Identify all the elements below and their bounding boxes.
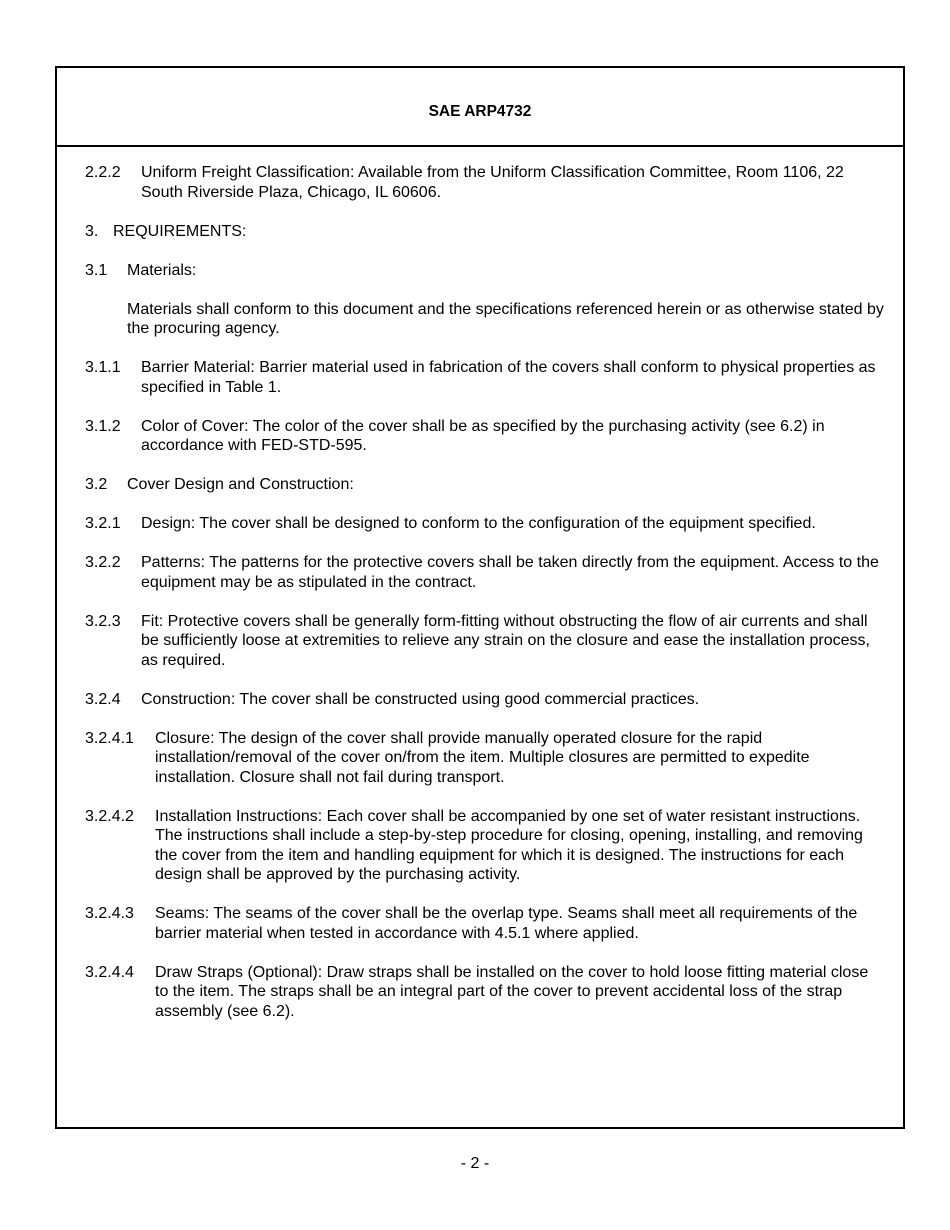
section-text: Patterns: The patterns for the protective covers shall be taken directly from the equipment. Access to the equipment may be as stipulated in the contract. xyxy=(141,554,879,591)
section-3-2-3 xyxy=(85,612,885,671)
section-text: Closure: The design of the cover shall provide manually operated closure for the rapid installation/removal of the cover on/from the item. Multiple closures are permitted to expedite installation. Closure shall not fail during transport. xyxy=(155,729,810,786)
section-number: 3.2.3 xyxy=(85,612,121,630)
document-body xyxy=(85,163,885,1041)
section-heading: Cover Design and Construction: xyxy=(127,476,354,493)
section-number: 3.2.4.3 xyxy=(85,905,134,922)
section-number: 3.1.1 xyxy=(85,359,121,376)
section-3-1 xyxy=(85,261,885,281)
section-3-1-1 xyxy=(85,358,885,397)
section-number: 3.2.4.1 xyxy=(85,729,134,747)
section-number: 3.1.2 xyxy=(85,417,121,435)
materials-paragraph: Materials shall conform to this document and the specifications referenced herein or as otherwise stated by the procuring agency. xyxy=(127,300,884,337)
section-2-2-2 xyxy=(85,163,885,202)
page-number: - 2 - xyxy=(460,1155,490,1172)
section-text: Installation Instructions: Each cover shall be accompanied by one set of water resistant instructions. The instructions shall include a step-by-step procedure for closing, opening, installing, and removing the cover from the item and handling equipment for which it is designed. The instructions for each design shall be approved by the purchasing activity. xyxy=(155,807,863,883)
section-text: Uniform Freight Classification: Available from the Uniform Classification Committee, Room 1106, 22 South Riverside Plaza, Chicago, IL 60606. xyxy=(141,164,844,201)
section-number: 3.1 xyxy=(85,261,108,279)
section-number: 3.2.4.2 xyxy=(85,807,134,825)
section-3-2-4-4 xyxy=(85,963,885,1022)
section-3-2-1 xyxy=(85,514,885,534)
section-number: 3.2.1 xyxy=(85,515,121,532)
section-3-2-2 xyxy=(85,553,885,592)
document-header xyxy=(57,68,903,147)
section-number: 3.2 xyxy=(85,476,108,493)
section-text: Design: The cover shall be designed to conform to the configuration of the equipment specified. xyxy=(141,515,816,532)
section-3-1-2 xyxy=(85,417,885,456)
section-text: Fit: Protective covers shall be generally form-fitting without obstructing the flow of air currents and shall be sufficiently loose at extremities to relieve any strain on the closure and ease the installation process, as required. xyxy=(141,612,870,669)
section-number: 3. xyxy=(85,222,99,240)
section-3-2-4-2 xyxy=(85,807,885,885)
section-3-2-4-1 xyxy=(85,729,885,788)
section-text: Seams: The seams of the cover shall be the overlap type. Seams shall meet all requirements of the barrier material when tested in accordance with 4.5.1 where applied. xyxy=(155,905,858,942)
section-text: Construction: The cover shall be constructed using good commercial practices. xyxy=(141,690,700,708)
section-3 xyxy=(85,222,885,242)
section-3-2 xyxy=(85,475,885,495)
document-title: SAE ARP4732 xyxy=(428,103,532,120)
section-text: Color of Cover: The color of the cover shall be as specified by the purchasing activity (see 6.2) in accordance with FED-STD-595. xyxy=(141,417,825,454)
section-number: 3.2.2 xyxy=(85,554,121,571)
section-3-2-4-3 xyxy=(85,904,885,943)
section-heading: Materials: xyxy=(127,261,197,279)
section-number: 3.2.4 xyxy=(85,690,121,708)
section-3-2-4 xyxy=(85,690,885,710)
section-heading: REQUIREMENTS: xyxy=(113,222,247,240)
section-text: Draw Straps (Optional): Draw straps shall be installed on the cover to hold loose fitting material close to the item. The straps shall be an integral part of the cover to prevent accidental loss of the strap assembly (see 6.2). xyxy=(155,963,869,1020)
section-number: 3.2.4.4 xyxy=(85,963,134,981)
section-number: 2.2.2 xyxy=(85,164,121,181)
section-text: Barrier Material: Barrier material used in fabrication of the covers shall conform to physical properties as specified in Table 1. xyxy=(141,359,876,396)
document-frame xyxy=(55,66,905,1129)
